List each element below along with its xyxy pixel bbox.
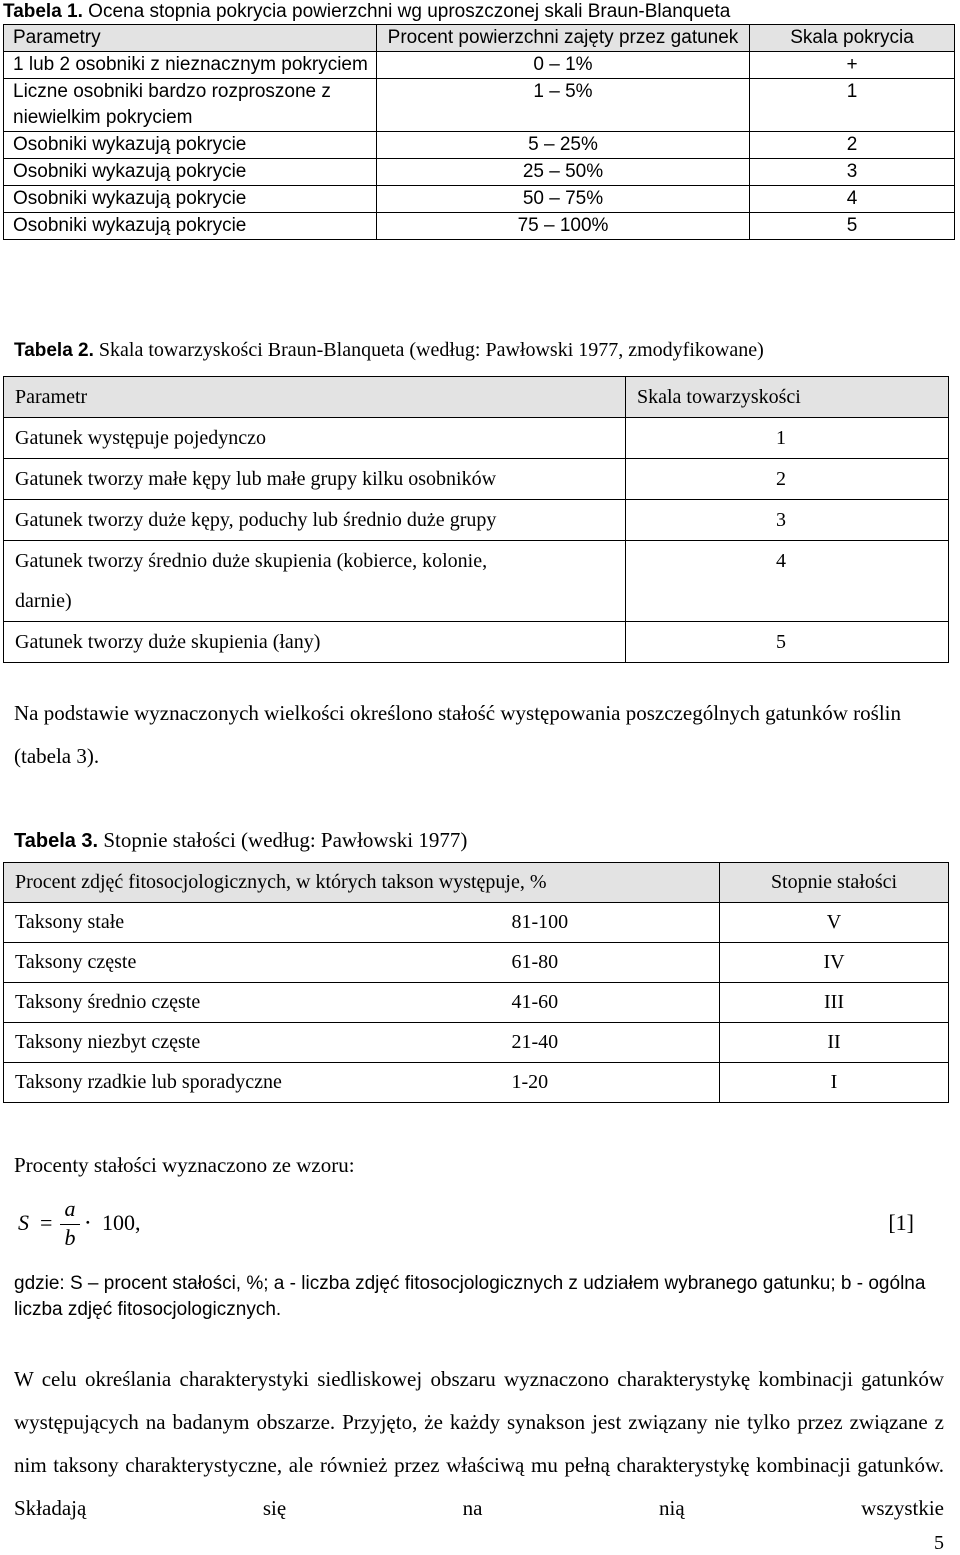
table-row bbox=[4, 943, 949, 983]
table1-header-cell: Skala pokrycia bbox=[750, 25, 955, 52]
formula bbox=[18, 1196, 918, 1260]
formula-dot: ⋅ bbox=[84, 1210, 92, 1235]
table-cell: Osobniki wykazują pokrycie bbox=[4, 132, 377, 159]
table-cell: + bbox=[750, 52, 955, 79]
formula-intro: Procenty stałości wyznaczono ze wzoru: bbox=[14, 1153, 355, 1177]
table-cell: 2 bbox=[626, 459, 949, 500]
table-cell: Osobniki wykazują pokrycie bbox=[4, 186, 377, 213]
formula-fraction bbox=[60, 1196, 80, 1251]
table-cell: 1 – 5% bbox=[377, 79, 750, 132]
table2-header-cell: Skala towarzyskości bbox=[626, 377, 949, 418]
table-cell: 4 bbox=[626, 541, 949, 622]
table-cell: Gatunek występuje pojedynczo bbox=[4, 418, 626, 459]
table-cell: Taksony stałe bbox=[4, 903, 362, 943]
table-row bbox=[4, 1063, 949, 1103]
paragraph: Na podstawie wyznaczonych wielkości określono stałość występowania poszczególnych gatunków roślin (tabela 3). bbox=[14, 701, 902, 768]
table-cell: 3 bbox=[626, 500, 949, 541]
table-row bbox=[4, 500, 949, 541]
table2-header-row bbox=[4, 377, 949, 418]
table-cell: 61-80 bbox=[362, 943, 720, 983]
table-row bbox=[4, 418, 949, 459]
table-row bbox=[4, 622, 949, 663]
table2 bbox=[3, 376, 949, 663]
formula-numerator: a bbox=[64, 1196, 76, 1221]
table-cell: 3 bbox=[750, 159, 955, 186]
table-row bbox=[4, 132, 955, 159]
table1 bbox=[3, 24, 955, 240]
table-cell: 21-40 bbox=[362, 1023, 720, 1063]
table-row bbox=[4, 79, 955, 132]
table-cell: Osobniki wykazują pokrycie bbox=[4, 213, 377, 240]
paragraph: W celu określania charakterystyki siedliskowej obszaru wyznaczono charakterystykę kombinacji gatunków występujących na badanym obszarze. Przyjęto, że każdy synakson jest związany nie tylko przez związane z nim taksony charakterystyczne, ale również przez właściwą mu pełną charakterystykę kombinacji gatunków. Składają się na nią wszystkie bbox=[14, 1367, 944, 1520]
formula-factor: 100, bbox=[102, 1210, 141, 1235]
table-cell: 4 bbox=[750, 186, 955, 213]
table-cell: 0 – 1% bbox=[377, 52, 750, 79]
table-cell: 81-100 bbox=[362, 903, 720, 943]
table-cell: Taksony niezbyt częste bbox=[4, 1023, 362, 1063]
formula-equals: = bbox=[40, 1210, 53, 1235]
table-cell: Gatunek tworzy duże kępy, poduchy lub średnio duże grupy bbox=[4, 500, 626, 541]
table-row bbox=[4, 983, 949, 1023]
table-cell: Osobniki wykazują pokrycie bbox=[4, 159, 377, 186]
table-cell: 41-60 bbox=[362, 983, 720, 1023]
table3-header-row bbox=[4, 863, 949, 903]
table-row bbox=[4, 52, 955, 79]
table-row bbox=[4, 541, 949, 622]
table-cell: Gatunek tworzy małe kępy lub małe grupy kilku osobników bbox=[4, 459, 626, 500]
table-row bbox=[4, 459, 949, 500]
table1-header-cell: Procent powierzchni zajęty przez gatunek bbox=[377, 25, 750, 52]
table2-caption: Tabela 2. Skala towarzyskości Braun-Blanqueta (według: Pawłowski 1977, zmodyfikowane) bbox=[14, 339, 764, 361]
table-cell: 1-20 bbox=[362, 1063, 720, 1103]
formula-reference: [1] bbox=[888, 1210, 914, 1235]
table-cell: 75 – 100% bbox=[377, 213, 750, 240]
table-cell: Taksony rzadkie lub sporadyczne bbox=[4, 1063, 362, 1103]
table3-header-cell: Stopnie stałości bbox=[720, 863, 949, 903]
table1-header-row bbox=[4, 25, 955, 52]
table-row bbox=[4, 159, 955, 186]
table-cell: Liczne osobniki bardzo rozproszone z niewielkim pokryciem bbox=[4, 79, 377, 132]
table3 bbox=[3, 862, 949, 1103]
table-row bbox=[4, 903, 949, 943]
table-cell: I bbox=[720, 1063, 949, 1103]
table-cell: 1 lub 2 osobniki z nieznacznym pokryciem bbox=[4, 52, 377, 79]
table3-header-cell: Procent zdjęć fitosocjologicznych, w których takson występuje, % bbox=[4, 863, 720, 903]
table-cell: 25 – 50% bbox=[377, 159, 750, 186]
table-cell: 5 – 25% bbox=[377, 132, 750, 159]
table-cell: Taksony średnio częste bbox=[4, 983, 362, 1023]
table-row bbox=[4, 213, 955, 240]
formula-legend: gdzie: S – procent stałości, %; a - liczba zdjęć fitosocjologicznych z udziałem wybranego gatunku; b - ogólna liczba zdjęć fitosocjologicznych. bbox=[14, 1273, 926, 1320]
table-cell: 1 bbox=[626, 418, 949, 459]
table1-header-cell: Parametry bbox=[4, 25, 377, 52]
page-number: 5 bbox=[934, 1532, 944, 1554]
formula-lhs: S bbox=[18, 1210, 29, 1235]
table-row bbox=[4, 1023, 949, 1063]
table-cell: 50 – 75% bbox=[377, 186, 750, 213]
table-cell: 5 bbox=[750, 213, 955, 240]
table-cell: IV bbox=[720, 943, 949, 983]
table-cell: 1 bbox=[750, 79, 955, 132]
table-cell: 2 bbox=[750, 132, 955, 159]
table-row bbox=[4, 186, 955, 213]
table-cell: II bbox=[720, 1023, 949, 1063]
table-cell: Gatunek tworzy duże skupienia (łany) bbox=[4, 622, 626, 663]
table2-header-cell: Parametr bbox=[4, 377, 626, 418]
table-cell: 5 bbox=[626, 622, 949, 663]
table-cell: V bbox=[720, 903, 949, 943]
table3-caption: Tabela 3. Stopnie stałości (według: Pawłowski 1977) bbox=[14, 828, 468, 852]
formula-denominator: b bbox=[64, 1225, 76, 1250]
table-cell: III bbox=[720, 983, 949, 1023]
table-cell: Gatunek tworzy średnio duże skupienia (kobierce, kolonie, darnie) bbox=[4, 541, 626, 622]
table-cell: Taksony częste bbox=[4, 943, 362, 983]
table1-caption: Tabela 1. Ocena stopnia pokrycia powierzchni wg uproszczonej skali Braun-Blanqueta bbox=[3, 1, 731, 22]
